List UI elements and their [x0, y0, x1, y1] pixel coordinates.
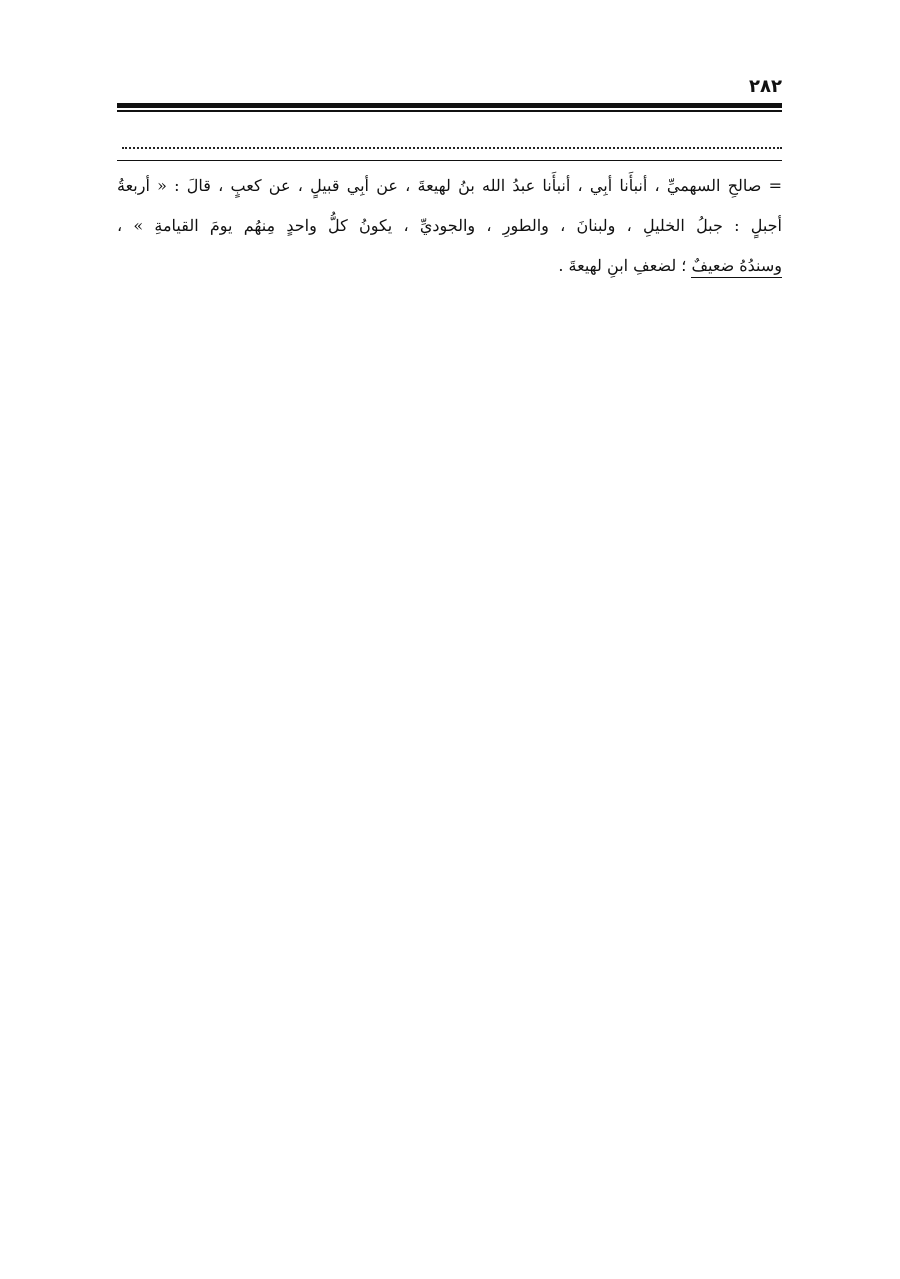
footnote-rule: [117, 160, 782, 161]
header-double-rule: [117, 103, 782, 112]
footnote-line-2: أجبلٍ : جبلُ الخليلِ ، ولبنانَ ، والطورِ ، والجوديِّ ، يكونُ كلُّ واحدٍ مِنهُم يومَ القيامةِ » ،: [117, 216, 782, 235]
dotted-separator: [122, 147, 782, 149]
header-rule-thick: [117, 103, 782, 108]
footnote-line-3: [117, 246, 782, 286]
footnote-text: [117, 166, 782, 286]
footnote-line-1: = صالحِ السهميِّ ، أنبأَنا أبِي ، أنبأَنا عبدُ الله بنُ لهيعةَ ، عن أبِي قبيلٍ ، عن كعبٍ ، قالَ : « أربعةُ: [117, 176, 782, 195]
footnote-line-3-rest: ؛ لضعفِ ابنِ لهيعةَ .: [558, 256, 692, 275]
footnote-underlined-phrase: وسندُهُ ضعيفٌ: [691, 256, 782, 278]
header-rule-thin: [117, 110, 782, 112]
page-number: ٢٨٢: [749, 76, 782, 97]
